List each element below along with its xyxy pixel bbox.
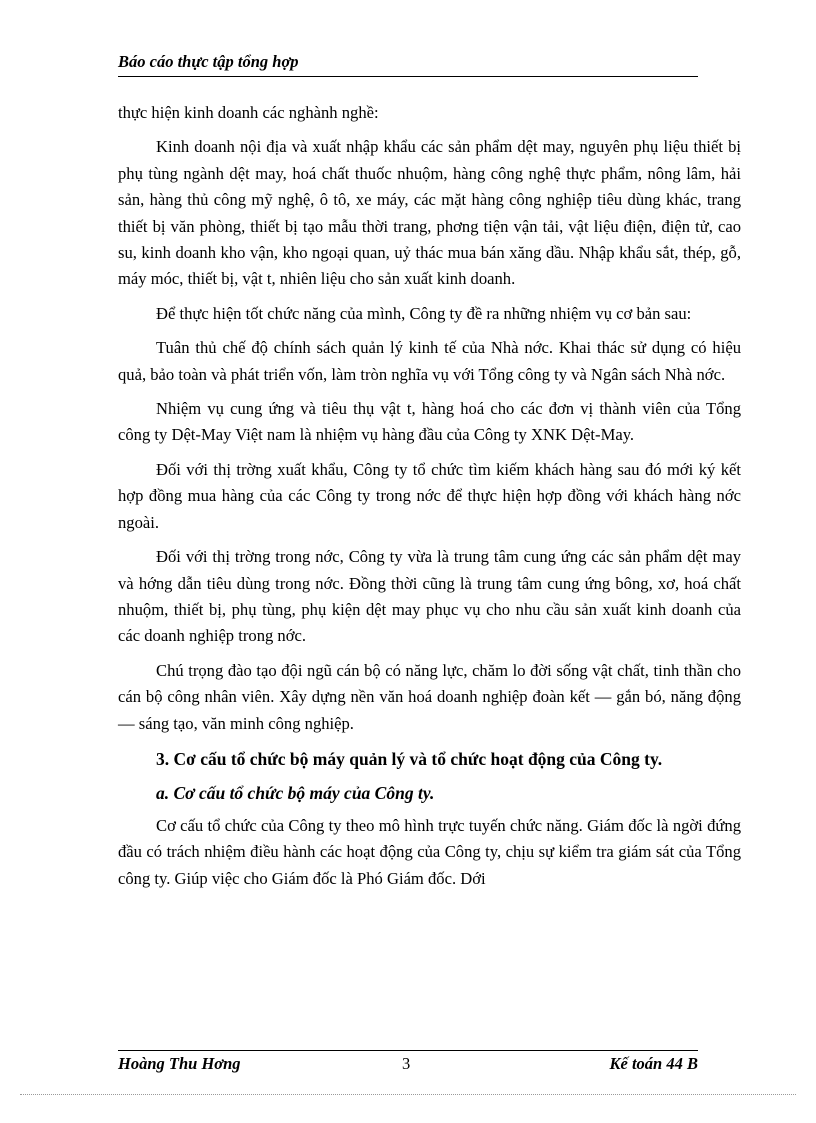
paragraph-9: Cơ cấu tổ chức của Công ty theo mô hình trực tuyến chức năng. Giám đốc là ngời đứng đầu có trách nhiệm điều hành các hoạt động của Công ty, chịu sự kiểm tra giám sát của Tổng công ty. Giúp việc cho Giám đốc là Phó Giám đốc. Dới	[118, 815, 741, 888]
paragraph-3: Để thực hiện tốt chức năng của mình, Công ty đề ra những nhiệm vụ cơ bản sau:	[156, 303, 692, 323]
paragraph-5: Nhiệm vụ cung ứng và tiêu thụ vật t, hàng hoá cho các đơn vị thành viên của Tổng công ty Dệt-May Việt nam là nhiệm vụ hàng đầu của Công ty XNK Dệt-May.	[118, 399, 741, 445]
page-edge-divider	[20, 1094, 796, 1095]
footer-course: Kế toán 44 B	[609, 1054, 698, 1073]
document-body	[118, 100, 741, 900]
subsection-heading: a. Cơ cấu tổ chức bộ máy của Công ty.	[156, 782, 435, 803]
page-header	[118, 52, 698, 77]
footer-author: Hoàng Thu Hơng	[118, 1054, 241, 1073]
paragraph-2: Kinh doanh nội địa và xuất nhập khẩu các sản phẩm dệt may, nguyên phụ liệu thiết bị phụ tùng ngành dệt may, hoá chất thuốc nhuộm, hàng công nghệ thực phẩm, nông lâm, hải sản, hàng thủ công mỹ nghệ, ô tô, xe máy, các mặt hàng công nghiệp tiêu dùng khác, trang thiết bị văn phòng, thiết bị tạo mẫu thời trang, phơng tiện vận tải, vật liệu điện, điện tử, cao su, kinh doanh kho vận, kho ngoại quan, uỷ thác mua bán xăng dầu. Nhập khẩu sắt, thép, gỗ, máy móc, thiết bị, vật t, nhiên liệu cho sản xuất kinh doanh.	[118, 137, 741, 289]
paragraph-8: Chú trọng đào tạo đội ngũ cán bộ có năng lực, chăm lo đời sống vật chất, tinh thần cho cán bộ công nhân viên. Xây dựng nền văn hoá doanh nghiệp đoàn kết — gắn bó, năng động — sáng tạo, văn minh công nghiệp.	[118, 660, 741, 733]
paragraph-1: thực hiện kinh doanh các nghành nghề:	[118, 103, 379, 122]
header-title: Báo cáo thực tập tổng hợp	[118, 52, 299, 71]
paragraph-4: Tuân thủ chế độ chính sách quản lý kinh tế của Nhà nớc. Khai thác sử dụng có hiệu quả, bảo toàn và phát triển vốn, làm tròn nghĩa vụ với Tổng công ty và Ngân sách Nhà nớc.	[118, 338, 741, 384]
footer-divider	[118, 1050, 698, 1051]
page-footer	[118, 1054, 698, 1076]
section-heading: 3. Cơ cấu tổ chức bộ máy quản lý và tổ chức hoạt động của Công ty.	[156, 748, 663, 769]
page-number: 3	[402, 1054, 411, 1073]
paragraph-7: Đối với thị trờng trong nớc, Công ty vừa là trung tâm cung ứng các sản phẩm dệt may và hớng dẫn tiêu dùng trong nớc. Đồng thời cũng là trung tâm cung ứng bông, xơ, hoá chất nhuộm, thiết bị, phụ tùng, phụ kiện dệt may phục vụ cho nhu cầu sản xuất kinh doanh của các doanh nghiệp trong nớc.	[118, 547, 741, 646]
paragraph-6: Đối với thị trờng xuất khẩu, Công ty tổ chức tìm kiếm khách hàng sau đó mới ký kết hợp đồng mua hàng của các Công ty trong nớc để thực hiện hợp đồng với khách hàng nớc ngoài.	[118, 459, 741, 532]
